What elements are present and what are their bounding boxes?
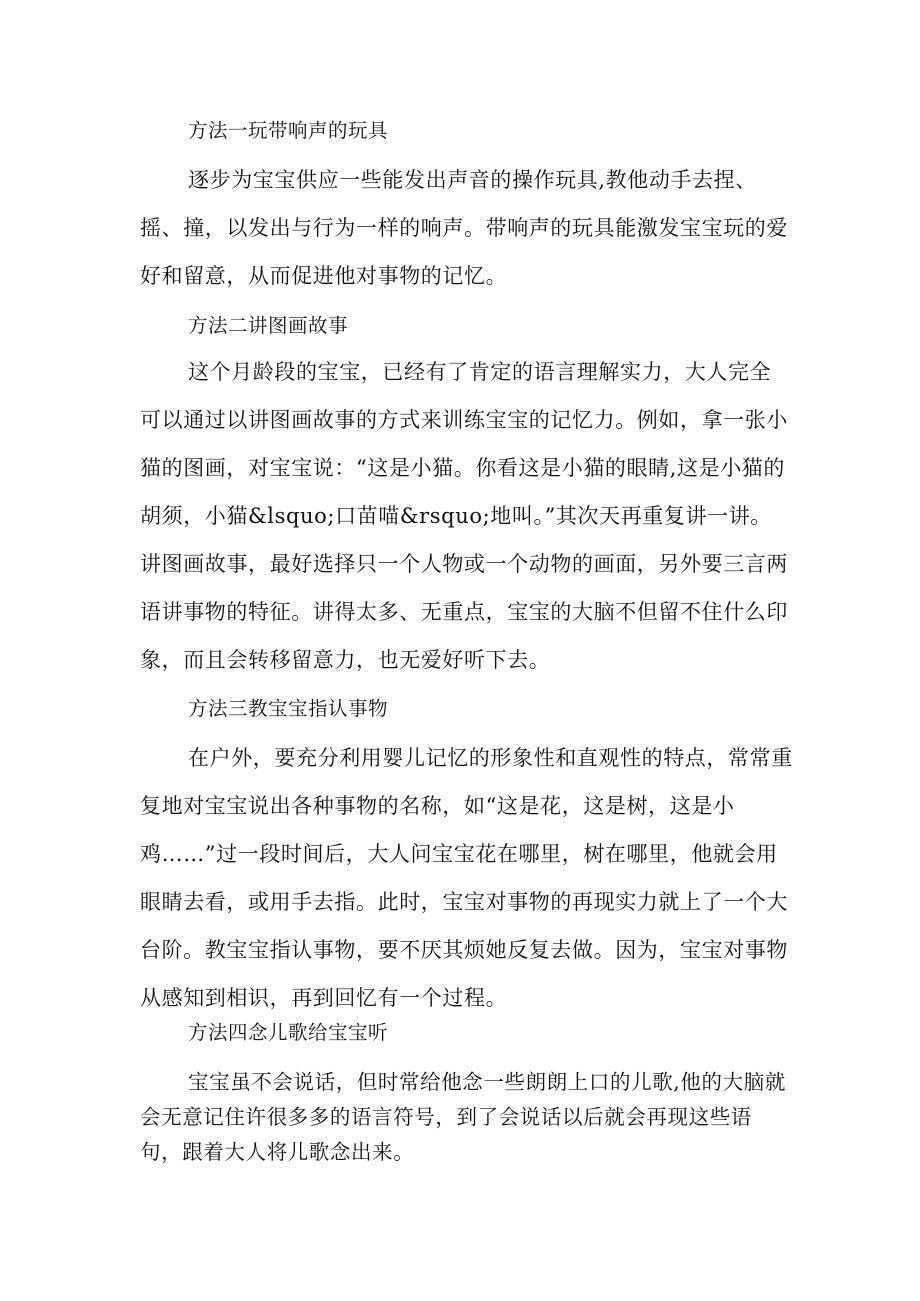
section-paragraph-3 <box>140 734 793 1022</box>
section-paragraph-1: 逐步为宝宝供应一些能发出声音的操作玩具,教他动手去捏、摇、撞，以发出与行为一样的响声。带响声的玩具能激发宝宝玩的爱好和留意，从而促进他对事物的记忆。 <box>140 168 788 288</box>
section-heading-4: 方法四念儿歌给宝宝听 <box>188 1021 389 1044</box>
paragraph-line: 眼睛去看，或用手去指。此时，宝宝对事物的再现实力就上了一个大 <box>140 890 788 914</box>
section-heading-1: 方法一玩带响声的玩具 <box>188 119 389 142</box>
section-heading-3: 方法三教宝宝指认事物 <box>188 697 389 720</box>
paragraph-line: 从感知到相识，再到回忆有一个过程。 <box>140 986 508 1010</box>
paragraph-line: 复地对宝宝说出各种事物的名称，如“这是花，这是树，这是小 <box>140 794 735 818</box>
section-paragraph-2: 这个月龄段的宝宝，已经有了肯定的语言理解实力，大人完全可以通过以讲图画故事的方式来训练宝宝的记忆力。例如，拿一张小猫的图画，对宝宝说：“这是小猫。你看这是小猫的眼睛,这是小猫的胡须，小猫&lsquo;口苗喵&rsquo;地叫。”其次天再重复讲一讲。讲图画故事，最好选择只一个人物或一个动物的画面，另外要三言两语讲事物的特征。讲得太多、无重点，宝宝的大脑不但留不住什么印象，而且会转移留意力，也无爱好听下去。 <box>140 360 788 672</box>
paragraph-line: 鸡……”过一段时间后，大人问宝宝花在哪里，树在哪里，他就会用 <box>140 842 778 866</box>
paragraph-line: 台阶。教宝宝指认事物，要不厌其烦她反复去做。因为，宝宝对事物 <box>140 938 788 962</box>
section-paragraph-4: 宝宝虽不会说话，但时常给他念一些朗朗上口的儿歌,他的大脑就会无意记住许很多多的语言符号，到了会说话以后就会再现这些语句，跟着大人将儿歌念出来。 <box>140 1070 786 1164</box>
paragraph-line: 在户外，要充分利用婴儿记忆的形象性和直观性的特点，常常重 <box>188 746 793 770</box>
section-heading-2: 方法二讲图画故事 <box>188 314 349 337</box>
